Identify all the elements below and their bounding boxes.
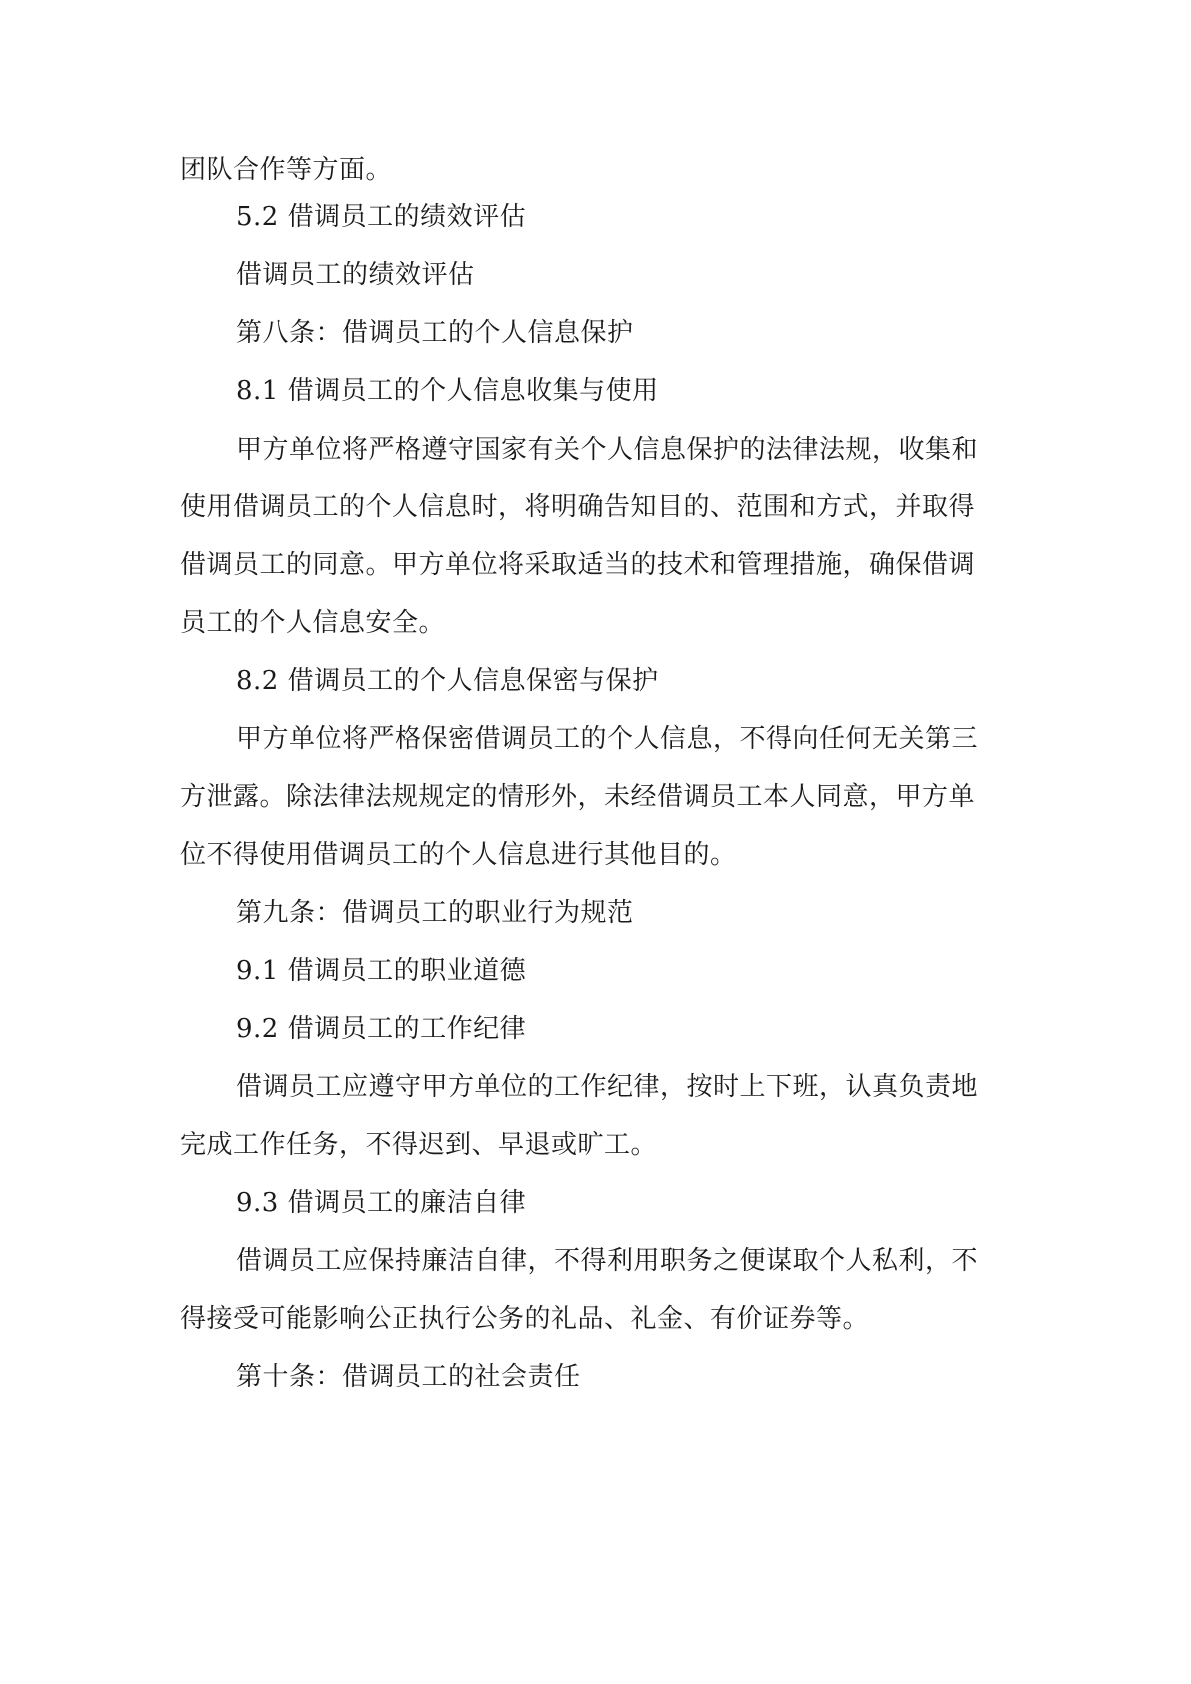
paragraph-line: 借调员工应遵守甲方单位的工作纪律，按时上下班，认真负责地 [236, 1072, 979, 1102]
section-heading-9-1: 9.1 借调员工的职业道德 [236, 956, 527, 986]
paragraph-line: 得接受可能影响公正执行公务的礼品、礼金、有价证券等。 [180, 1304, 870, 1334]
paragraph-line: 借调员工应保持廉洁自律，不得利用职务之便谋取个人私利，不 [236, 1246, 979, 1276]
paragraph-line: 方泄露。除法律法规规定的情形外，未经借调员工本人同意，甲方单 [180, 782, 976, 812]
section-heading-9-3: 9.3 借调员工的廉洁自律 [236, 1188, 527, 1218]
article-heading-10: 第十条：借调员工的社会责任 [236, 1362, 581, 1392]
paragraph-text: 借调员工的绩效评估 [236, 260, 475, 290]
article-heading-9: 第九条：借调员工的职业行为规范 [236, 898, 634, 928]
section-heading-8-1: 8.1 借调员工的个人信息收集与使用 [236, 376, 659, 406]
paragraph-line: 使用借调员工的个人信息时，将明确告知目的、范围和方式，并取得 [180, 492, 976, 522]
paragraph-continuation: 团队合作等方面。 [180, 155, 393, 185]
paragraph-line: 借调员工的同意。甲方单位将采取适当的技术和管理措施，确保借调 [180, 550, 976, 580]
article-heading-8: 第八条：借调员工的个人信息保护 [236, 318, 634, 348]
paragraph-line: 位不得使用借调员工的个人信息进行其他目的。 [180, 840, 737, 870]
paragraph-line: 甲方单位将严格遵守国家有关个人信息保护的法律法规，收集和 [236, 435, 979, 465]
paragraph-line: 完成工作任务，不得迟到、早退或旷工。 [180, 1130, 658, 1160]
section-heading-9-2: 9.2 借调员工的工作纪律 [236, 1014, 527, 1044]
section-heading-8-2: 8.2 借调员工的个人信息保密与保护 [236, 666, 659, 696]
paragraph-line: 员工的个人信息安全。 [180, 608, 446, 638]
paragraph-line: 甲方单位将严格保密借调员工的个人信息，不得向任何无关第三 [236, 724, 979, 754]
section-heading-5-2: 5.2 借调员工的绩效评估 [236, 202, 527, 232]
